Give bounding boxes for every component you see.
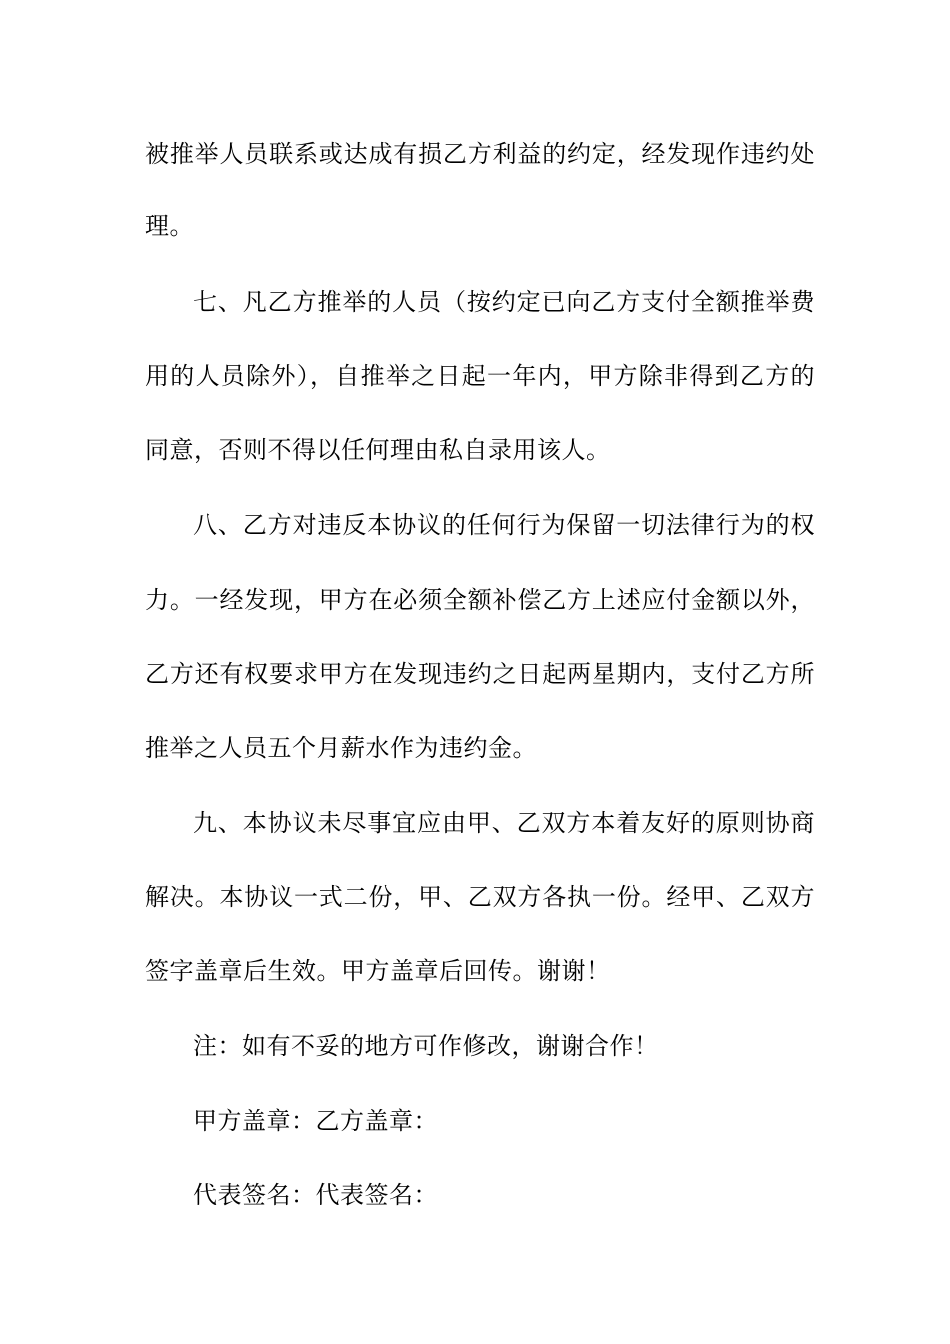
- text-line: 同意，否则不得以任何理由私自录用该人。: [145, 436, 611, 464]
- text-line: 推举之人员五个月薪水作为违约金。: [145, 734, 537, 762]
- text-line: 用的人员除外），自推举之日起一年内，甲方除非得到乙方的: [145, 362, 815, 390]
- note-line: 注：如有不妥的地方可作修改，谢谢合作！: [193, 1032, 659, 1060]
- paragraph-8-start: 八、乙方对违反本协议的任何行为保留一切法律行为的权: [193, 511, 815, 539]
- text-line: 被推举人员联系或达成有损乙方利益的约定，经发现作违约处: [145, 140, 815, 168]
- paragraph-7-start: 七、凡乙方推举的人员（按约定已向乙方支付全额推举费: [193, 288, 815, 316]
- paragraph-9-start: 九、本协议未尽事宜应由甲、乙双方本着友好的原则协商: [193, 809, 815, 837]
- signature-line: 代表签名：代表签名：: [193, 1181, 438, 1209]
- text-line: 乙方还有权要求甲方在发现违约之日起两星期内，支付乙方所: [145, 660, 815, 688]
- text-line: 力。一经发现，甲方在必须全额补偿乙方上述应付金额以外，: [145, 586, 815, 614]
- text-line: 解决。本协议一式二份，甲、乙双方各执一份。经甲、乙双方: [145, 883, 815, 911]
- text-line: 理。: [145, 212, 194, 240]
- text-line: 签字盖章后生效。甲方盖章后回传。谢谢！: [145, 957, 611, 985]
- seal-line: 甲方盖章：乙方盖章：: [193, 1107, 438, 1135]
